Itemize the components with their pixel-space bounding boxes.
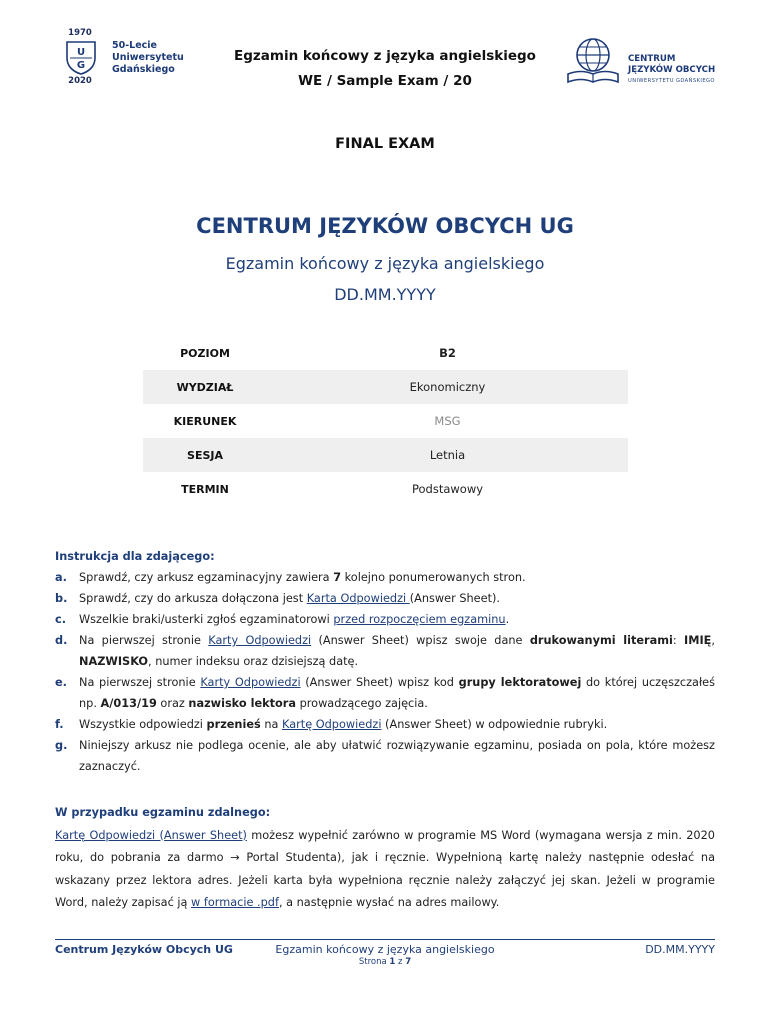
- header-title-line-1: Egzamin końcowy z języka angielskiego: [234, 48, 536, 64]
- page-number: [270, 957, 500, 967]
- info-row-faculty: [143, 370, 628, 404]
- footer-divider: [55, 939, 715, 940]
- instructions-title: Instrukcja dla zdającego:: [55, 550, 215, 563]
- item-letter: c.: [55, 613, 66, 626]
- info-row-term: [143, 472, 628, 506]
- header-title-line-2: WE / Sample Exam / 20: [298, 73, 472, 89]
- text-run: Na pierwszej stronie: [79, 676, 201, 689]
- cjo-name: [628, 54, 715, 76]
- remote-exam-text: [55, 825, 715, 915]
- info-value: B2: [439, 346, 456, 360]
- text-bold: 7: [333, 571, 342, 584]
- text-run: na: [260, 718, 282, 731]
- center-subtitle: Egzamin końcowy z języka angielskiego: [225, 254, 545, 273]
- item-letter: b.: [55, 592, 68, 605]
- text-run: Sprawdź, czy do arkusza dołączona jest: [79, 592, 307, 605]
- info-key: TERMIN: [181, 482, 229, 496]
- ug-anniversary-logo: [58, 18, 188, 90]
- text-run: (Answer Sheet) wpisz swoje dane: [311, 634, 530, 647]
- anniversary-line-3: Gdańskiego: [112, 64, 175, 75]
- anniversary-line-2: Uniwersytetu: [112, 52, 184, 63]
- item-letter: d.: [55, 634, 68, 647]
- instruction-item: [55, 567, 715, 588]
- instruction-item: [55, 714, 715, 735]
- text-run: Sprawdź, czy arkusz egzaminacyjny zawiera: [79, 571, 334, 584]
- text-run: Na pierwszej stronie: [79, 634, 209, 647]
- text-run: kolejno ponumerowanych stron.: [341, 571, 526, 584]
- item-text: Niniejszy arkusz nie podlega ocenie, ale aby ułatwić rozwiązywanie egzaminu, posiada on pola, które możesz zaznaczyć.: [79, 739, 715, 773]
- answer-sheet-link[interactable]: Karta Odpowiedzi: [306, 592, 410, 605]
- text-bold: nazwisko lektora: [188, 697, 296, 710]
- text-bold: drukowanymi literami: [529, 634, 673, 647]
- logo-year-end: 2020: [68, 76, 92, 86]
- text-run: prowadzącego zajęcia.: [296, 697, 428, 710]
- cjo-subline: UNIWERSYTETU GDAŃSKIEGO: [628, 78, 715, 84]
- anniversary-text: [112, 40, 184, 76]
- info-value: Ekonomiczny: [409, 380, 486, 394]
- info-value: Letnia: [429, 448, 466, 462]
- exam-date: DD.MM.YYYY: [334, 285, 436, 304]
- exam-info-table: [143, 336, 628, 506]
- text-run: ,: [711, 634, 715, 647]
- text-run: (Answer Sheet) w odpowiednie rubryki.: [381, 718, 608, 731]
- item-text: [79, 672, 715, 714]
- text-bold: IMIĘ: [684, 634, 712, 647]
- answer-sheet-link[interactable]: Karty Odpowiedzi: [200, 676, 301, 689]
- header-title: [200, 44, 570, 94]
- remote-exam-title: W przypadku egzaminu zdalnego:: [55, 806, 271, 819]
- instruction-item: [55, 588, 715, 609]
- item-letter: a.: [55, 571, 67, 584]
- info-row-level: [143, 336, 628, 370]
- item-text: [79, 630, 715, 672]
- text-bold: przenieś: [206, 718, 261, 731]
- cjo-line-1: CENTRUM: [628, 54, 676, 64]
- instruction-item: [55, 735, 715, 777]
- item-letter: g.: [55, 739, 68, 752]
- text-run: oraz: [156, 697, 189, 710]
- item-text: [79, 714, 715, 735]
- info-key: WYDZIAŁ: [176, 380, 234, 394]
- instruction-item: [55, 630, 715, 672]
- info-row-field: [143, 404, 628, 438]
- answer-sheet-link[interactable]: Kartę Odpowiedzi (Answer Sheet): [55, 828, 247, 842]
- instructions-section: [55, 546, 715, 777]
- cjo-line-2: JĘZYKÓW OBCYCH: [628, 65, 716, 75]
- text-run: .: [505, 613, 510, 626]
- info-value: Podstawowy: [411, 482, 484, 496]
- info-key: KIERUNEK: [173, 414, 237, 428]
- pdf-format-link[interactable]: w formacie .pdf: [191, 896, 279, 909]
- center-title: CENTRUM JĘZYKÓW OBCYCH UG: [196, 214, 574, 238]
- footer-left: Centrum Języków Obcych UG: [55, 943, 233, 956]
- text-run: Wszystkie odpowiedzi: [79, 718, 207, 731]
- remote-exam-section: [55, 802, 715, 915]
- text-run: :: [672, 634, 685, 647]
- answer-sheet-link[interactable]: Karty Odpowiedzi: [208, 634, 312, 647]
- cjo-logo: [562, 32, 732, 92]
- answer-sheet-link[interactable]: Kartę Odpowiedzi: [282, 718, 382, 731]
- text-run: , numer indeksu oraz dzisiejszą datę.: [148, 655, 359, 668]
- logo-year-start: 1970: [68, 28, 92, 38]
- anniversary-line-1: 50-Lecie: [112, 40, 157, 51]
- ug-shield-icon: [64, 40, 98, 76]
- text-run: możesz wypełnić zarówno w programie MS Word (wymagana wersja z min. 2020 roku, do pobrania za darmo → Portal Studenta), jak i ręcznie. Wypełnioną kartę należy następnie odesłać na wskazany przez lektora adres. Jeżeli karta była wypełniona ręcznie należy załączyć jej skan. Jeżeli w programie Word, należy zapisać ją: [55, 828, 715, 909]
- info-value: MSG: [434, 414, 461, 428]
- info-key: POZIOM: [180, 346, 230, 360]
- text-bold: A/013/19: [100, 697, 157, 710]
- footer-middle: Egzamin końcowy z języka angielskiego: [275, 943, 495, 956]
- page-current: 1: [389, 957, 396, 967]
- item-letter: e.: [55, 676, 67, 689]
- text-run: do której uczęszczałeś np.: [79, 676, 715, 710]
- instruction-item: [55, 609, 715, 630]
- text-run: (Answer Sheet).: [409, 592, 501, 605]
- globe-book-icon: [564, 36, 622, 86]
- footer-date: DD.MM.YYYY: [645, 943, 715, 956]
- page-separator: z: [395, 957, 406, 967]
- page-prefix: Strona: [358, 957, 390, 967]
- text-run: , a następnie wysłać na adres mailowy.: [278, 896, 500, 909]
- text-run: Wszelkie braki/usterki zgłoś egzaminatorowi: [79, 613, 334, 626]
- page-total: 7: [405, 957, 412, 967]
- item-text: [79, 609, 715, 630]
- svg-text:G: G: [76, 60, 86, 71]
- underlined-text: przed rozpoczęciem egzaminu: [333, 613, 506, 626]
- instruction-item: [55, 672, 715, 714]
- info-row-session: [143, 438, 628, 472]
- text-bold: grupy lektoratowej: [458, 676, 582, 689]
- item-letter: f.: [55, 718, 64, 731]
- final-exam-heading: FINAL EXAM: [335, 136, 435, 152]
- text-run: (Answer Sheet) wpisz kod: [300, 676, 459, 689]
- text-bold: NAZWISKO: [79, 655, 149, 668]
- item-text: [79, 567, 715, 588]
- item-text: [79, 588, 715, 609]
- info-key: SESJA: [187, 448, 223, 462]
- svg-text:U: U: [76, 47, 86, 58]
